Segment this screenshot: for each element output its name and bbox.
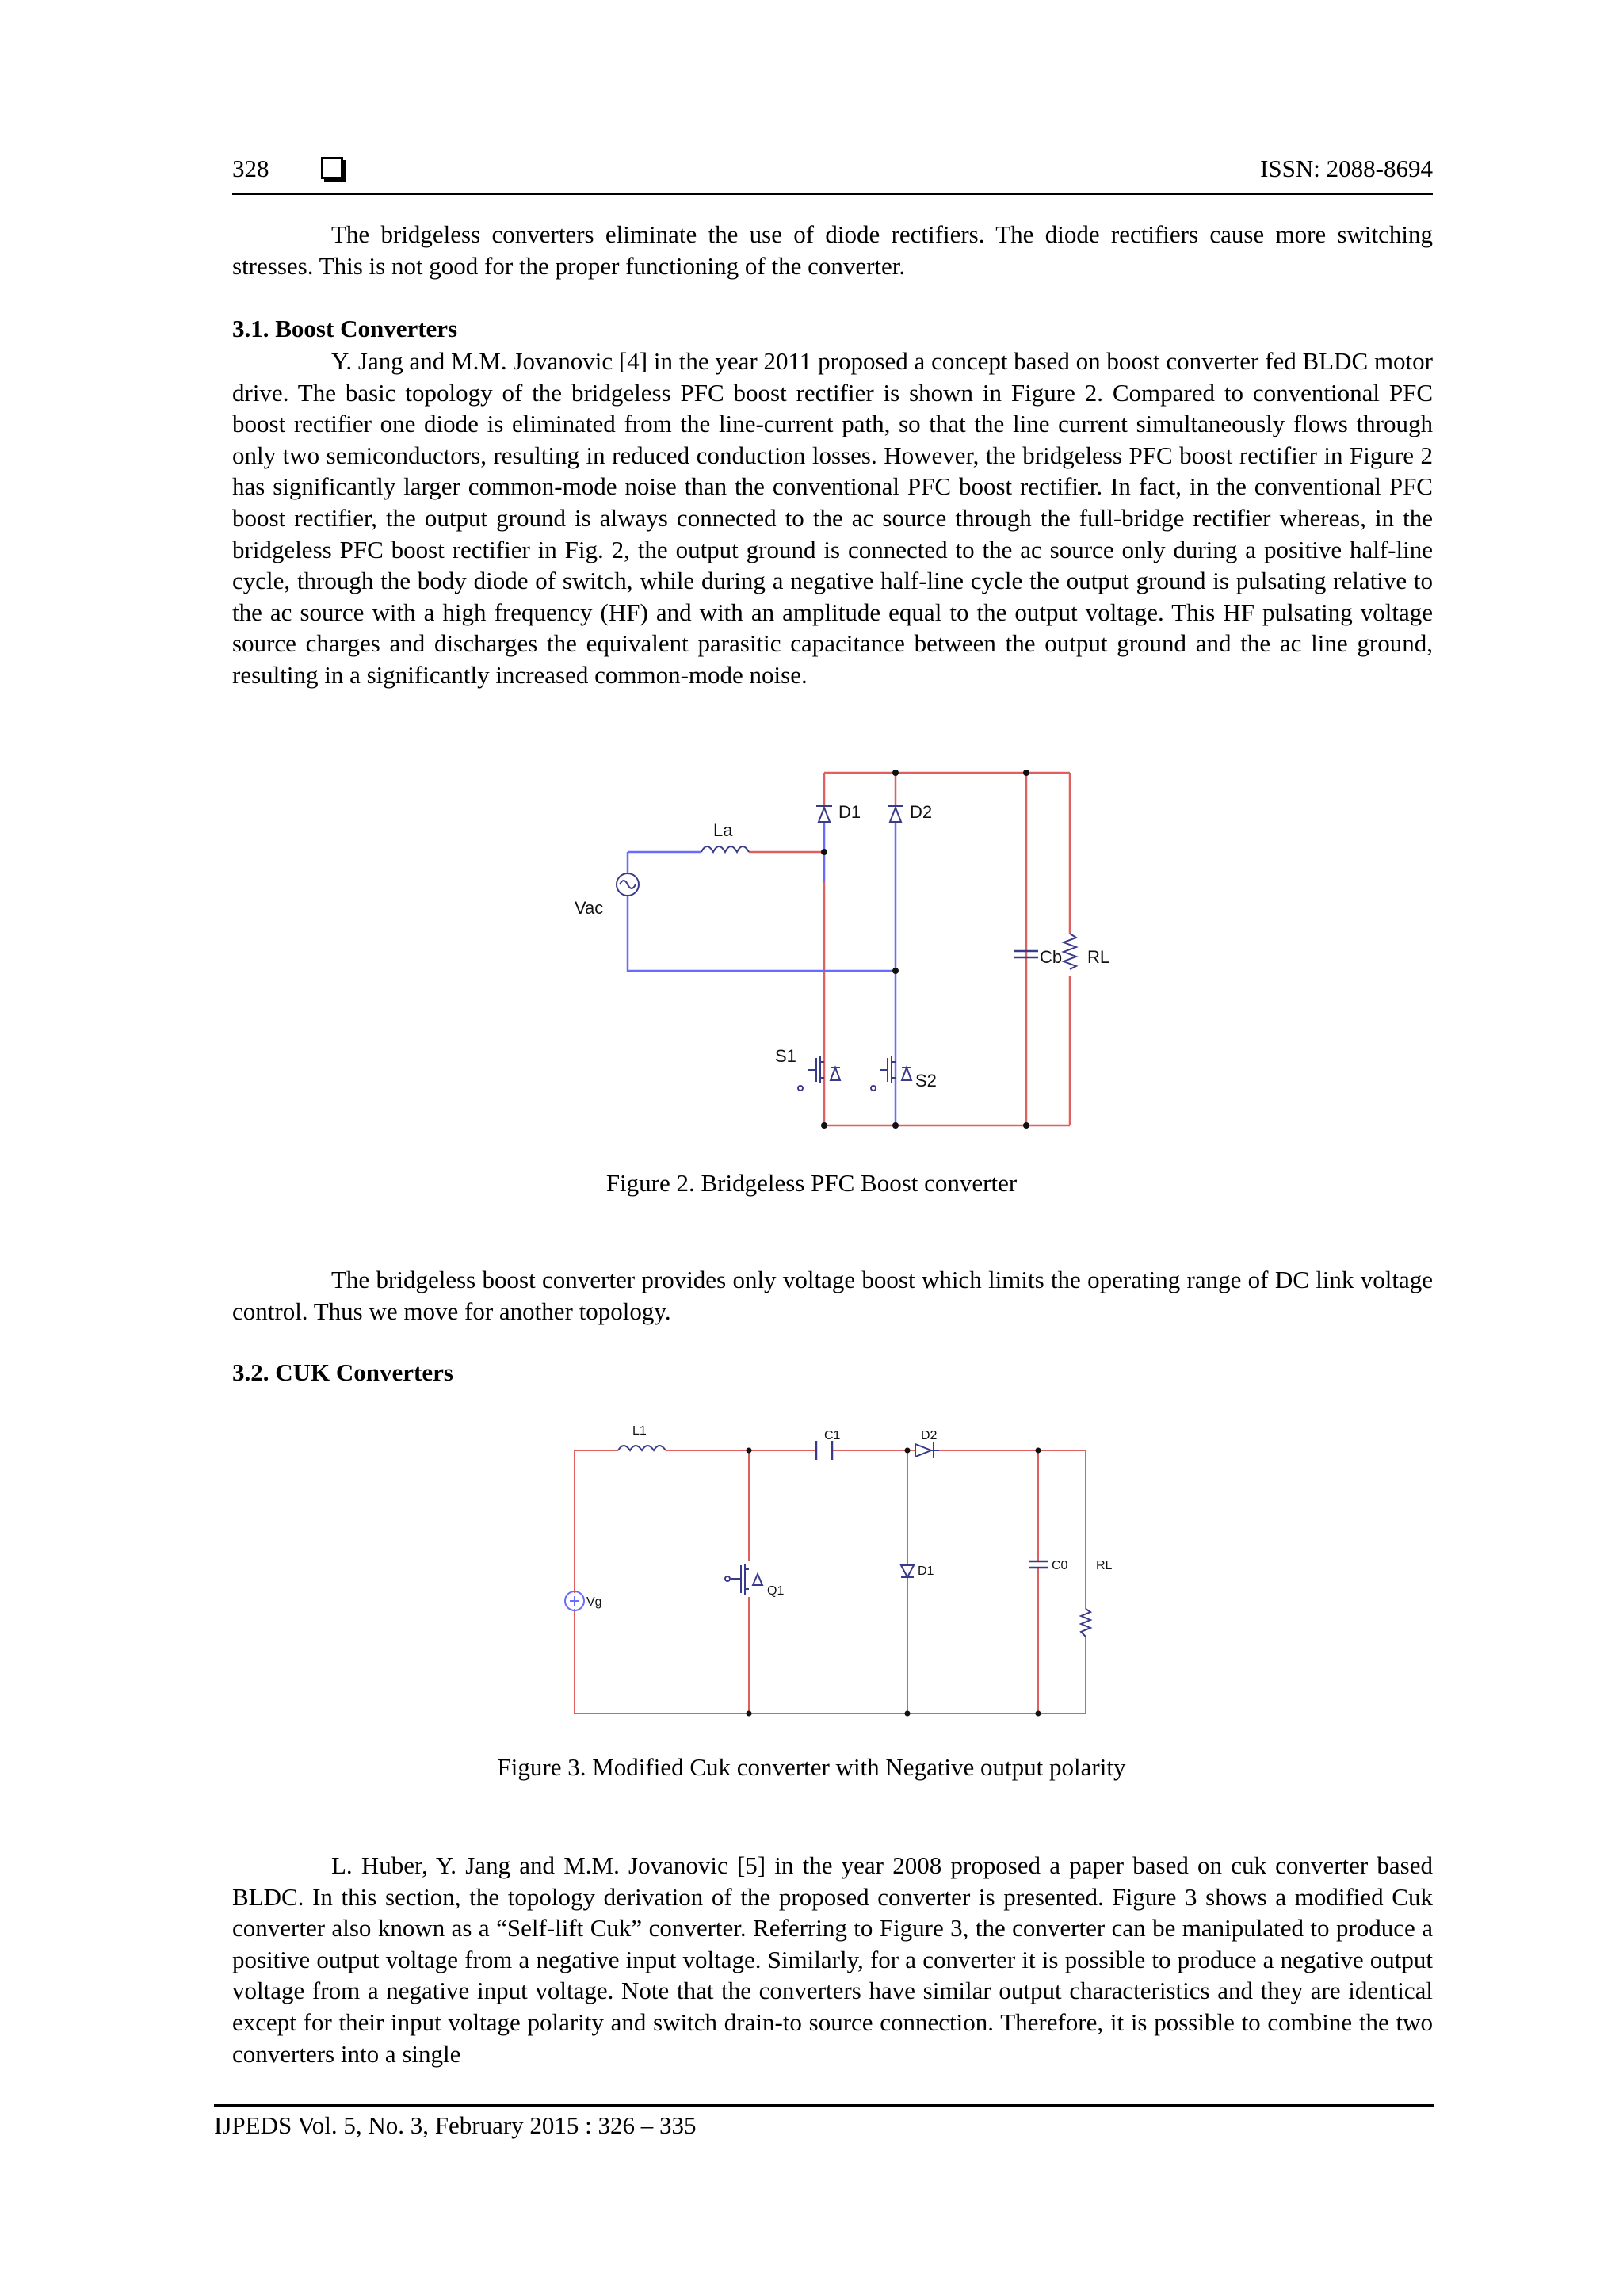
issn-label: ISSN: 2088-8694 bbox=[1260, 155, 1433, 182]
ac-source-icon bbox=[617, 873, 639, 896]
page-header bbox=[232, 155, 1433, 195]
mosfet-s2-icon bbox=[871, 1056, 911, 1091]
label-cb: Cb bbox=[1040, 947, 1063, 967]
cuk-paragraph: L. Huber, Y. Jang and M.M. Jovanovic [5] in the year 2008 proposed a paper based on cuk converter based BLDC. In this section, the topology derivation of the proposed converter is presented. Figure 3 shows a modified Cuk converter also known as a “Self-lift Cuk” converter. Referring to Figure 3, the converter can be manipulated to produce a positive output voltage from a negative input voltage. Similarly, for a converter it is possible to produce a negative output voltage from a negative input voltage. Note that the converters have similar output characteristics and they are identical except for their input voltage polarity and switch drain-to source connection. Therefore, it is possible to combine the two converters into a single bbox=[232, 1851, 1433, 2068]
page-number: 328 bbox=[232, 155, 269, 182]
boost-paragraph: Y. Jang and M.M. Jovanovic [4] in the year 2011 proposed a concept based on boost converter fed BLDC motor drive. The basic topology of the bridgeless PFC boost rectifier is shown in Figure 2. Compared to conventional PFC boost rectifier one diode is eliminated from the line-current path, so that the line current simultaneously flows through only two semiconductors, resulting in reduced conduction losses. However, the bridgeless PFC boost rectifier in Figure 2 has significantly larger common-mode noise than the conventional PFC boost rectifier. In fact, in the conventional PFC boost rectifier, the output ground is always connected to the ac source through the full-bridge rectifier whereas, in the bridgeless PFC boost rectifier in Fig. 2, the output ground is connected to the ac source only during a positive half-line cycle, through the body diode of switch, while during a negative half-line cycle the output ground is pulsating relative to the ac source with a high frequency (HF) and with an amplitude equal to the output voltage. This HF pulsating voltage source charges and discharges the equivalent parasitic capacitance between the output ground and the ac line ground, resulting in a significantly increased common-mode noise. bbox=[232, 347, 1433, 689]
label-c1: C1 bbox=[824, 1429, 841, 1442]
label-d1: D1 bbox=[838, 802, 861, 822]
label-d2: D2 bbox=[921, 1429, 938, 1442]
label-vg: Vg bbox=[586, 1595, 602, 1609]
after-figure-2-paragraph: The bridgeless boost converter provides only voltage boost which limits the operating range of DC link voltage control. Thus we move for another topology. bbox=[232, 1266, 1433, 1325]
mosfet-q1-icon bbox=[725, 1564, 762, 1595]
label-rl: RL bbox=[1087, 947, 1110, 967]
page-footer bbox=[214, 2104, 1434, 2139]
figure-3-caption: Figure 3. Modified Cuk converter with Negative output polarity bbox=[497, 1753, 1126, 1781]
figure-2-caption: Figure 2. Bridgeless PFC Boost converter bbox=[605, 1169, 1018, 1197]
figure-2-circuit bbox=[547, 757, 1117, 1137]
section-heading-cuk: 3.2. CUK Converters bbox=[232, 1358, 453, 1386]
label-l1: L1 bbox=[632, 1424, 647, 1438]
diode-d1-icon bbox=[901, 1565, 914, 1577]
diode-d2-icon bbox=[915, 1442, 939, 1458]
label-d1: D1 bbox=[918, 1564, 934, 1578]
resistor-rl-icon bbox=[1064, 934, 1076, 969]
figure-3-svg bbox=[555, 1419, 1125, 1728]
figure-2-svg bbox=[547, 757, 1117, 1137]
label-s1: S1 bbox=[775, 1046, 796, 1066]
diode-d2-icon bbox=[888, 806, 903, 822]
intro-paragraph: The bridgeless converters eliminate the use of diode rectifiers. The diode rectifiers cause more switching stresses. This is not good for the proper functioning of the converter. bbox=[232, 220, 1433, 280]
label-s2: S2 bbox=[915, 1071, 937, 1091]
footer-citation: IJPEDS Vol. 5, No. 3, February 2015 : 326 – 335 bbox=[214, 2111, 697, 2139]
label-q1: Q1 bbox=[767, 1584, 785, 1598]
inductor-la-icon bbox=[701, 846, 749, 852]
section-heading-boost: 3.1. Boost Converters bbox=[232, 315, 458, 342]
capacitor-c1-icon bbox=[816, 1441, 832, 1460]
label-d2: D2 bbox=[910, 802, 933, 822]
diode-d1-icon bbox=[816, 806, 832, 822]
figure-3-circuit bbox=[555, 1419, 1125, 1728]
checkbox-bullet-icon bbox=[321, 157, 343, 179]
label-la: La bbox=[713, 820, 733, 840]
label-rl: RL bbox=[1096, 1559, 1113, 1572]
inductor-l1-icon bbox=[618, 1446, 666, 1450]
resistor-rl-icon bbox=[1081, 1609, 1090, 1637]
label-vac: Vac bbox=[575, 898, 604, 918]
capacitor-c0-icon bbox=[1029, 1561, 1048, 1568]
mosfet-s1-icon bbox=[798, 1056, 840, 1091]
label-c0: C0 bbox=[1052, 1559, 1068, 1572]
dc-source-vg-icon bbox=[565, 1591, 584, 1610]
